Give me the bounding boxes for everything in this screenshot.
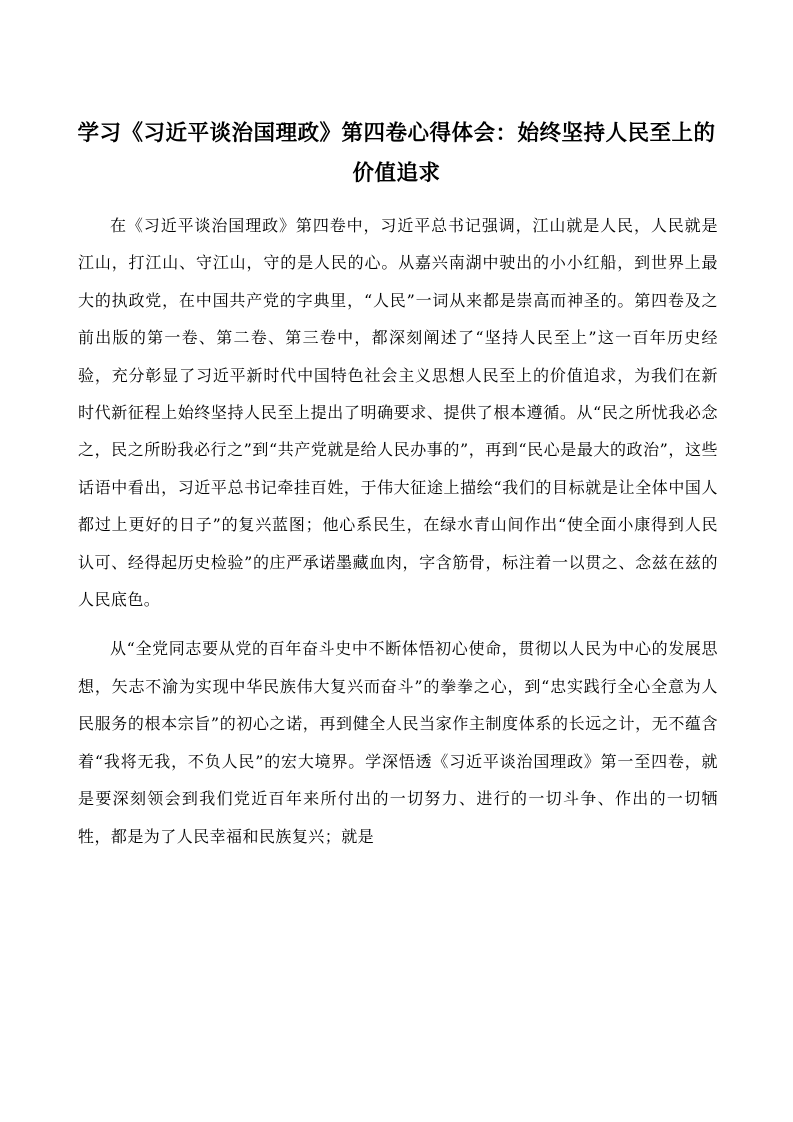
document-body — [78, 207, 718, 855]
paragraph-2: 从“全党同志要从党的百年奋斗史中不断体悟初心使命，贯彻以人民为中心的发展思想，矢志不渝为实现中华民族伟大复兴而奋斗”的拳拳之心，到“忠实践行全心全意为人民服务的根本宗旨”的初心之诺，再到健全人民当家作主制度体系的长远之计，无不蕴含着“我将无我，不负人民”的宏大境界。学深悟透《习近平谈治国理政》第一至四卷，就是要深刻领会到我们党近百年来所付出的一切努力、进行的一切斗争、作出的一切牺牲，都是为了人民幸福和民族复兴；就是 — [78, 639, 718, 846]
document-title: 学习《习近平谈治国理政》第四卷心得体会：始终坚持人民至上的价值追求 — [77, 121, 716, 186]
paragraph-1: 在《习近平谈治国理政》第四卷中，习近平总书记强调，江山就是人民，人民就是江山，打江山、守江山，守的是人民的心。从嘉兴南湖中驶出的小小红船，到世界上最大的执政党，在中国共产党的字典里，“人民”一词从来都是崇高而神圣的。第四卷及之前出版的第一卷、第二卷、第三卷中，都深刻阐述了“坚持人民至上”这一百年历史经验，充分彰显了习近平新时代中国特色社会主义思想人民至上的价值追求，为我们在新时代新征程上始终坚持人民至上提出了明确要求、提供了根本遵循。从“民之所忧我必念之，民之所盼我必行之”到“共产党就是给人民办事的”，再到“民心是最大的政治”，这些话语中看出，习近平总书记牵挂百姓，于伟大征途上描绘“我们的目标就是让全体中国人都过上更好的日子”的复兴蓝图；他心系民生，在绿水青山间作出“使全面小康得到人民认可、经得起历史检验”的庄严承诺墨藏血肉，字含筋骨，标注着一以贯之、念兹在兹的人民底色。 — [78, 216, 718, 610]
